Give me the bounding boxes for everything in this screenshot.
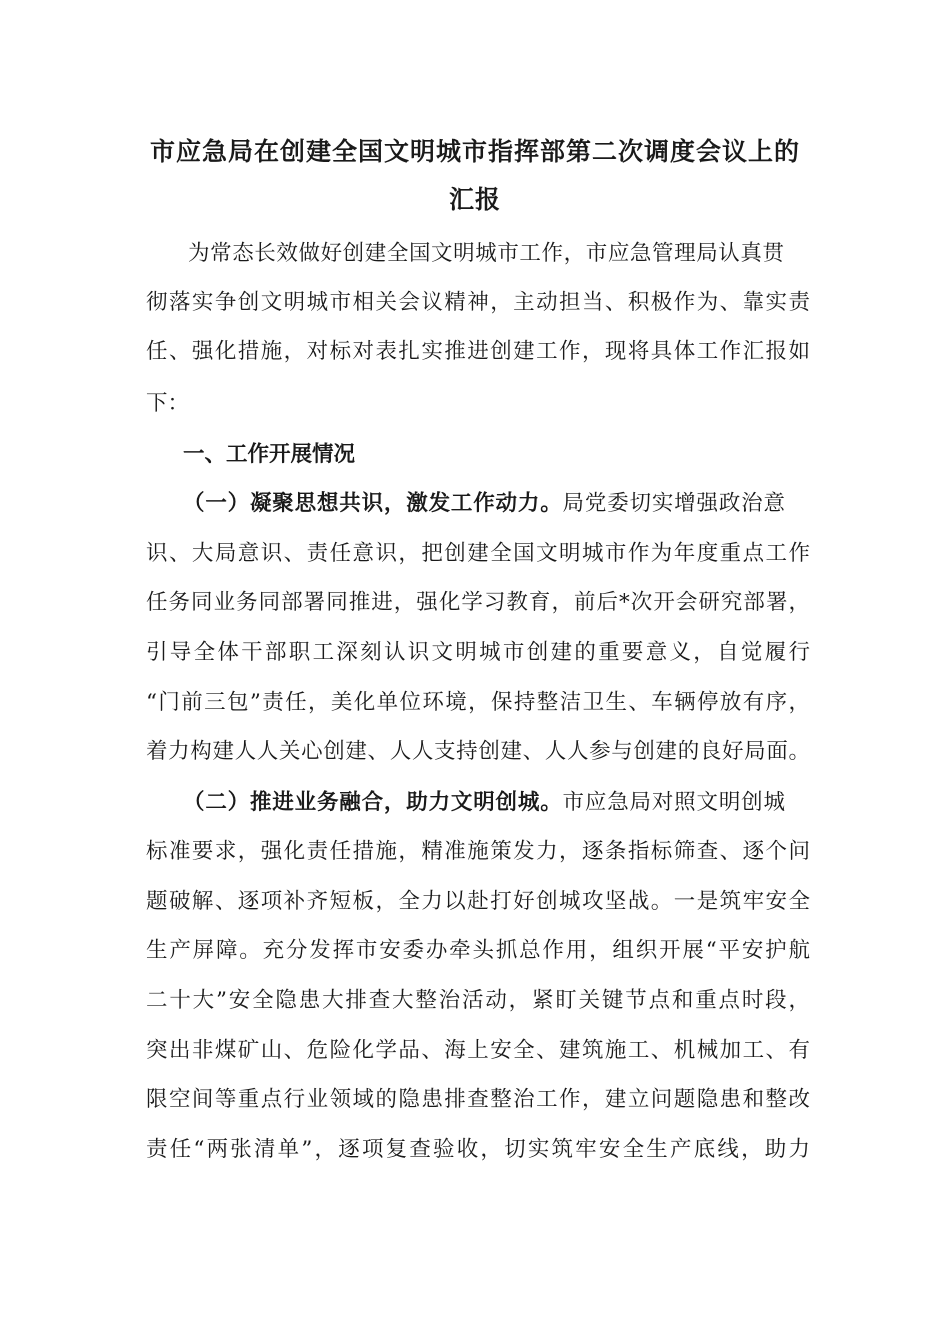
para1-line-6: 着力构建人人关心创建、人人支持创建、人人参与创建的良好局面。 xyxy=(146,739,810,764)
para2-line-1-text: 市应急局对照文明创城 xyxy=(562,790,785,815)
para1-line-2: 识、大局意识、责任意识，把创建全国文明城市作为年度重点工作 xyxy=(146,541,810,566)
section-heading-work-status: 一、工作开展情况 xyxy=(183,442,356,467)
para2-line-6: 突出非煤矿山、危险化学品、海上安全、建筑施工、机械加工、有 xyxy=(146,1038,810,1063)
intro-line-4: 下： xyxy=(146,391,190,416)
para2-line-4: 生产屏障。充分发挥市安委办牵头抓总作用，组织开展“平安护航 xyxy=(146,938,810,963)
document-title-line-1: 市应急局在创建全国文明城市指挥部第二次调度会议上的 xyxy=(149,137,800,166)
para1-line-4: 引导全体干部职工深刻认识文明城市创建的重要意义，自觉履行 xyxy=(146,640,810,665)
intro-line-1: 为常态长效做好创建全国文明城市工作，市应急管理局认真贯 xyxy=(188,241,784,266)
intro-line-2: 彻落实争创文明城市相关会议精神，主动担当、积极作为、靠实责 xyxy=(146,290,810,315)
para2-line-1 xyxy=(183,789,785,817)
para2-line-5: 二十大”安全隐患大排查大整治活动，紧盯关键节点和重点时段， xyxy=(146,988,810,1013)
para1-line-1 xyxy=(183,490,785,518)
para2-line-2: 标准要求，强化责任措施，精准施策发力，逐条指标筛查、逐个问 xyxy=(146,839,810,864)
para2-line-7: 限空间等重点行业领域的隐患排查整治工作，建立问题隐患和整改 xyxy=(146,1087,810,1112)
para2-line-8: 责任“两张清单”，逐项复查验收，切实筑牢安全生产底线，助力 xyxy=(146,1137,810,1162)
intro-line-3: 任、强化措施，对标对表扎实推进创建工作，现将具体工作汇报如 xyxy=(146,339,810,364)
para1-line-5: “门前三包”责任，美化单位环境，保持整洁卫生、车辆停放有序， xyxy=(146,690,810,715)
document-title-line-2: 汇报 xyxy=(448,185,501,214)
para1-line-1-text: 局党委切实增强政治意 xyxy=(562,491,785,516)
para1-heading: （一）凝聚思想共识，激发工作动力。 xyxy=(183,491,563,516)
para1-line-3: 任务同业务同部署同推进，强化学习教育，前后*次开会研究部署， xyxy=(146,590,810,615)
para2-heading: （二）推进业务融合，助力文明创城。 xyxy=(183,790,563,815)
para2-line-3: 题破解、逐项补齐短板，全力以赴打好创城攻坚战。一是筑牢安全 xyxy=(146,889,810,914)
